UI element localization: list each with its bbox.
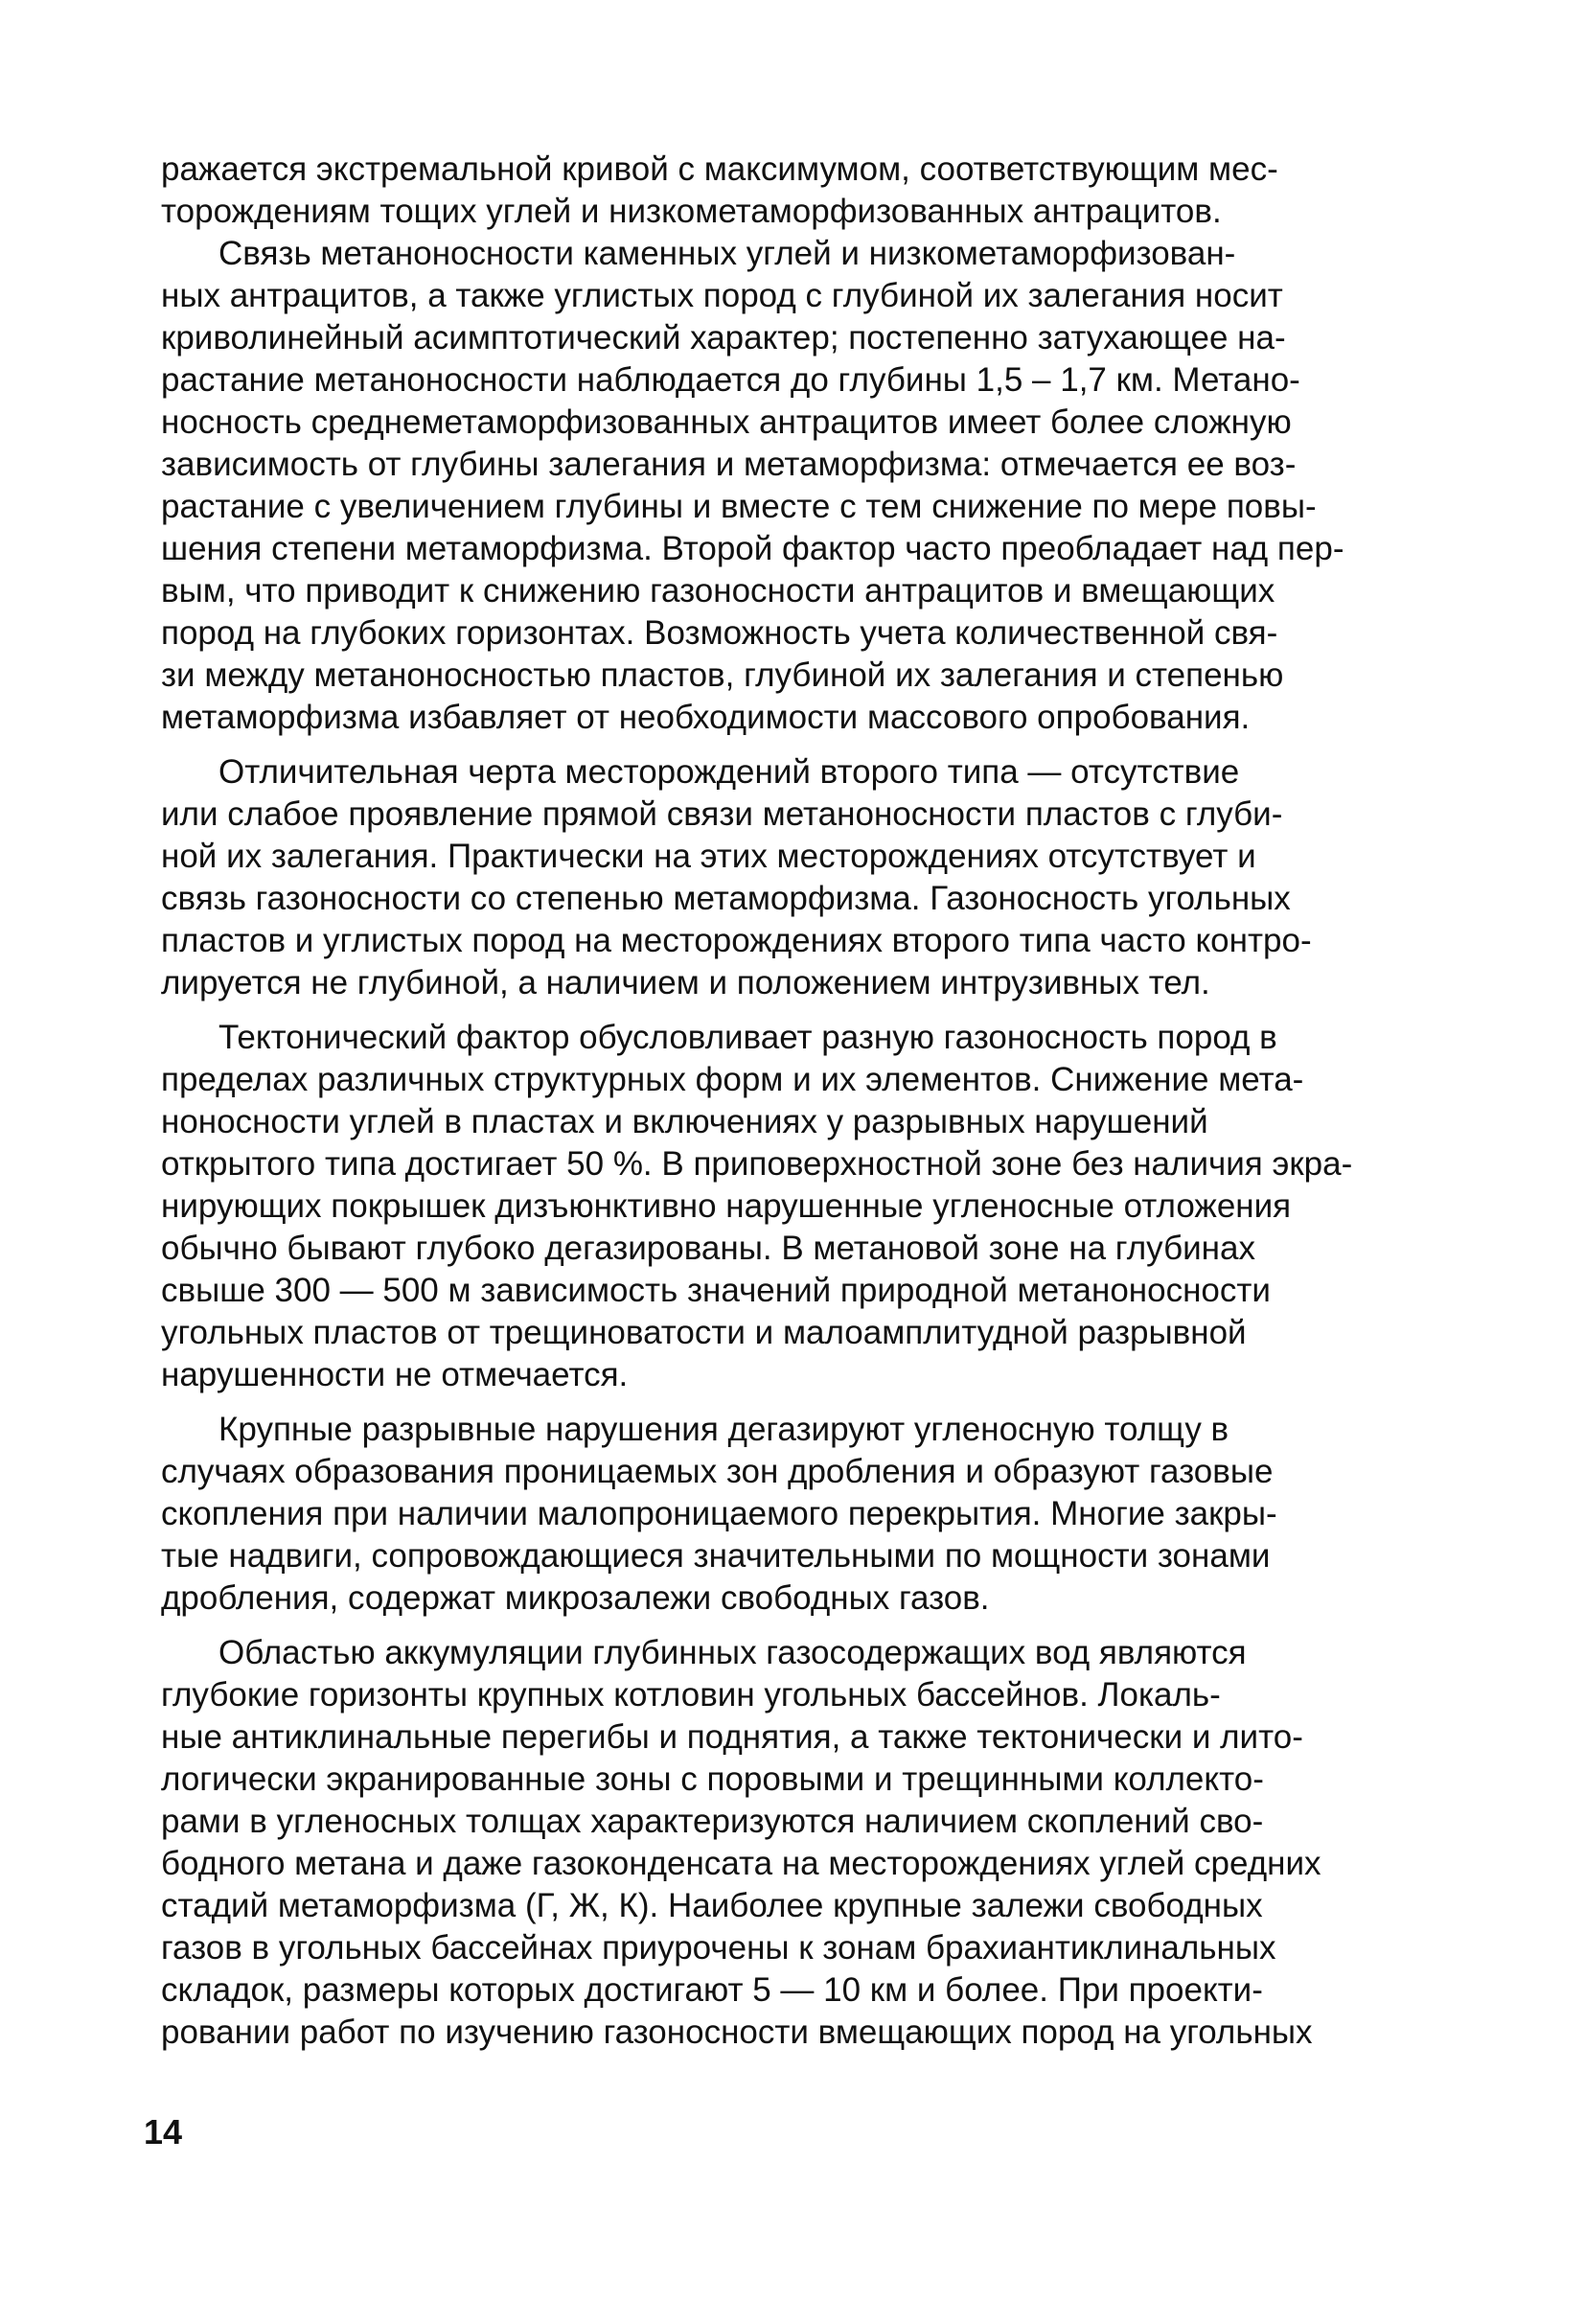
text-line: глубокие горизонты крупных котловин угольных бассейнов. Локаль- (161, 1676, 1221, 1714)
text-line: стадий метаморфизма (Г, Ж, К). Наиболее крупные залежи свободных (161, 1887, 1263, 1924)
text-line: ровании работ по изучению газоносности вмещающих пород на угольных (161, 2013, 1313, 2051)
text-line: растание метаноносности наблюдается до глубины 1,5 – 1,7 км. Метано- (161, 361, 1300, 399)
text-line: пределах различных структурных форм и их элементов. Снижение мета- (161, 1061, 1304, 1098)
text-line: случаях образования проницаемых зон дробления и образуют газовые (161, 1453, 1274, 1490)
text-line: криволинейный асимптотический характер; постепенно затухающее на- (161, 319, 1286, 357)
text-line: открытого типа достигает 50 %. В приповерхностной зоне без наличия экра- (161, 1145, 1353, 1183)
text-line: Связь метаноносности каменных углей и низкометаморфизован- (218, 235, 1236, 272)
page-number: 14 (144, 2112, 183, 2151)
text-line: угольных пластов от трещиноватости и малоамплитудной разрывной (161, 1314, 1247, 1351)
text-line: носность среднеметаморфизованных антрацитов имеет более сложную (161, 403, 1292, 441)
text-line: связь газоносности со степенью метаморфизма. Газоносность угольных (161, 880, 1291, 917)
text-line: ражается экстремальной кривой с максимумом, соответствующим мес- (161, 150, 1278, 188)
text-line: ной их залегания. Практически на этих месторождениях отсутствует и (161, 838, 1256, 875)
text-line: метаморфизма избавляет от необходимости массового опробования. (161, 699, 1251, 736)
text-line: Областью аккумуляции глубинных газосодержащих вод являются (218, 1634, 1247, 1671)
text-line: скопления при наличии малопроницаемого перекрытия. Многие закры- (161, 1495, 1277, 1532)
text-line: логически экранированные зоны с поровыми и трещинными коллекто- (161, 1760, 1264, 1798)
text-line: нирующих покрышек дизъюнктивно нарушенные угленосные отложения (161, 1187, 1292, 1225)
text-line: Тектонический фактор обусловливает разную газоносность пород в (218, 1019, 1277, 1056)
text-line: вым, что приводит к снижению газоносности антрацитов и вмещающих (161, 572, 1275, 610)
text-line: складок, размеры которых достигают 5 — 10 км и более. При проекти- (161, 1971, 1263, 2009)
text-line: ные антиклинальные перегибы и поднятия, а также тектонически и лито- (161, 1718, 1303, 1756)
text-line: торождениям тощих углей и низкометаморфизованных антрацитов. (161, 193, 1222, 230)
text-line: растание с увеличением глубины и вместе с тем снижение по мере повы- (161, 488, 1317, 525)
text-line: тые надвиги, сопровождающиеся значительными по мощности зонами (161, 1537, 1271, 1575)
text-line: зависимость от глубины залегания и метаморфизма: отмечается ее воз- (161, 446, 1297, 483)
text-line: нарушенности не отмечается. (161, 1356, 629, 1393)
text-line: пластов и углистых пород на месторождениях второго типа часто контро- (161, 922, 1312, 959)
text-line: ных антрацитов, а также углистых пород с глубиной их залегания носит (161, 277, 1283, 314)
text-line: Крупные разрывные нарушения дегазируют угленосную толщу в (218, 1411, 1229, 1448)
text-line: дробления, содержат микрозалежи свободных газов. (161, 1579, 990, 1617)
text-line: зи между метаноносностью пластов, глубиной их залегания и степенью (161, 656, 1284, 694)
text-line: шения степени метаморфизма. Второй фактор часто преобладает над пер- (161, 530, 1344, 567)
text-line: ноносности углей в пластах и включениях у разрывных нарушений (161, 1103, 1208, 1140)
text-line: или слабое проявление прямой связи метаноносности пластов с глуби- (161, 795, 1283, 833)
text-line: лируется не глубиной, а наличием и положением интрузивных тел. (161, 964, 1210, 1001)
text-line: обычно бывают глубоко дегазированы. В метановой зоне на глубинах (161, 1230, 1255, 1267)
text-line: бодного метана и даже газоконденсата на месторождениях углей средних (161, 1845, 1321, 1882)
text-line: газов в угольных бассейнах приурочены к зонам брахиантиклинальных (161, 1929, 1276, 1967)
text-line: Отличительная черта месторождений второго типа — отсутствие (218, 753, 1240, 791)
text-line: рами в угленосных толщах характеризуются наличием скоплений сво- (161, 1803, 1264, 1840)
text-line: пород на глубоких горизонтах. Возможность учета количественной свя- (161, 614, 1278, 652)
text-line: свыше 300 — 500 м зависимость значений природной метаноносности (161, 1272, 1271, 1309)
